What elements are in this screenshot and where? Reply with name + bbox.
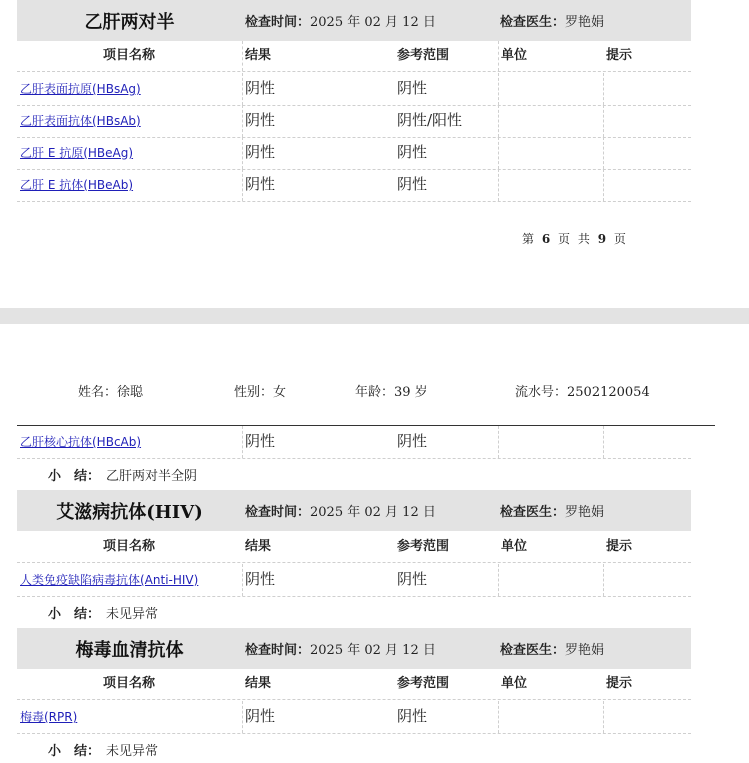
page-number-suffix: 页	[613, 232, 626, 246]
reference-value: 阴性/阳性	[397, 111, 463, 129]
reference-value: 阴性	[397, 570, 428, 588]
summary-text: 未见异常	[106, 744, 159, 759]
col-item-name: 项目名称	[103, 48, 156, 63]
item-link-hbeab[interactable]: 乙肝 E 抗体(HBeAb)	[20, 178, 134, 192]
exam-time	[245, 0, 436, 41]
exam-doctor-label: 检查医生：	[500, 643, 566, 658]
patient-gender: 性别：女	[234, 385, 287, 400]
table-row	[17, 426, 691, 459]
section-summary	[48, 740, 158, 759]
exam-doctor-label: 检查医生：	[500, 15, 566, 30]
page-number	[522, 230, 626, 247]
reference-value: 阴性	[397, 143, 428, 161]
exam-doctor-value: 罗艳娟	[565, 643, 605, 658]
item-link-anti-hiv[interactable]: 人类免疫缺陷病毒抗体(Anti-HIV)	[20, 573, 199, 587]
column-header-row	[17, 532, 691, 563]
result-value: 阴性	[245, 143, 276, 161]
result-value: 阴性	[245, 79, 276, 97]
table-row	[17, 105, 691, 138]
col-reference: 参考范围	[397, 676, 450, 691]
exam-time-label: 检查时间：	[245, 505, 311, 520]
col-item-name: 项目名称	[103, 539, 156, 554]
col-unit: 单位	[501, 48, 528, 63]
col-hint: 提示	[606, 676, 633, 691]
exam-doctor-value: 罗艳娟	[565, 15, 605, 30]
table-row	[17, 169, 691, 202]
table-row	[17, 564, 691, 597]
table-row	[17, 73, 691, 106]
exam-doctor-value: 罗艳娟	[565, 505, 605, 520]
exam-doctor	[500, 490, 604, 531]
exam-time-value: 2025 年 02 月 12 日	[310, 15, 436, 30]
col-reference: 参考范围	[397, 48, 450, 63]
col-result: 结果	[245, 48, 272, 63]
summary-label: 小 结：	[48, 607, 101, 622]
item-link-hbsab[interactable]: 乙肝表面抗体(HBsAb)	[20, 114, 141, 128]
section-summary	[48, 465, 197, 484]
section-header-hiv	[17, 490, 691, 531]
item-link-hbeag[interactable]: 乙肝 E 抗原(HBeAg)	[20, 146, 134, 160]
reference-value: 阴性	[397, 707, 428, 725]
page-number-prefix: 第	[522, 232, 535, 246]
col-reference: 参考范围	[397, 539, 450, 554]
page-break	[0, 308, 749, 324]
reference-value: 阴性	[397, 432, 428, 450]
summary-label: 小 结：	[48, 469, 101, 484]
page-number-mid: 页 共	[558, 232, 590, 246]
col-unit: 单位	[501, 676, 528, 691]
page-number-total: 9	[597, 232, 607, 246]
section-title: 艾滋病抗体(HIV)	[56, 501, 203, 523]
table-row	[17, 701, 691, 734]
summary-label: 小 结：	[48, 744, 101, 759]
section-title: 梅毒血清抗体	[75, 639, 184, 661]
result-value: 阴性	[245, 570, 276, 588]
col-unit: 单位	[501, 539, 528, 554]
table-row	[17, 137, 691, 170]
reference-value: 阴性	[397, 175, 428, 193]
summary-text: 未见异常	[106, 607, 159, 622]
exam-time	[245, 628, 436, 669]
reference-value: 阴性	[397, 79, 428, 97]
section-summary	[48, 603, 158, 622]
patient-age: 年龄：39 岁	[355, 385, 428, 400]
col-item-name: 项目名称	[103, 676, 156, 691]
exam-time	[245, 490, 436, 531]
col-hint: 提示	[606, 48, 633, 63]
result-value: 阴性	[245, 111, 276, 129]
page-number-current: 6	[541, 232, 551, 246]
section-header-hbv	[17, 0, 691, 41]
exam-time-value: 2025 年 02 月 12 日	[310, 643, 436, 658]
item-link-hbcab[interactable]: 乙肝核心抗体(HBcAb)	[20, 435, 142, 449]
col-result: 结果	[245, 676, 272, 691]
exam-time-label: 检查时间：	[245, 643, 311, 658]
exam-doctor-label: 检查医生：	[500, 505, 566, 520]
patient-serial: 流水号：2502120054	[515, 385, 650, 400]
result-value: 阴性	[245, 707, 276, 725]
summary-text: 乙肝两对半全阴	[106, 469, 198, 484]
exam-time-value: 2025 年 02 月 12 日	[310, 505, 436, 520]
exam-doctor	[500, 0, 604, 41]
section-header-syphilis	[17, 628, 691, 669]
result-value: 阴性	[245, 175, 276, 193]
item-link-hbsag[interactable]: 乙肝表面抗原(HBsAg)	[20, 82, 141, 96]
patient-name: 姓名：徐聪	[78, 385, 144, 400]
exam-doctor	[500, 628, 604, 669]
item-link-rpr[interactable]: 梅毒(RPR)	[20, 710, 78, 724]
result-value: 阴性	[245, 432, 276, 450]
section-title: 乙肝两对半	[84, 11, 175, 33]
col-result: 结果	[245, 539, 272, 554]
col-hint: 提示	[606, 539, 633, 554]
exam-time-label: 检查时间：	[245, 15, 311, 30]
column-header-row	[17, 669, 691, 700]
column-header-row	[17, 41, 691, 72]
